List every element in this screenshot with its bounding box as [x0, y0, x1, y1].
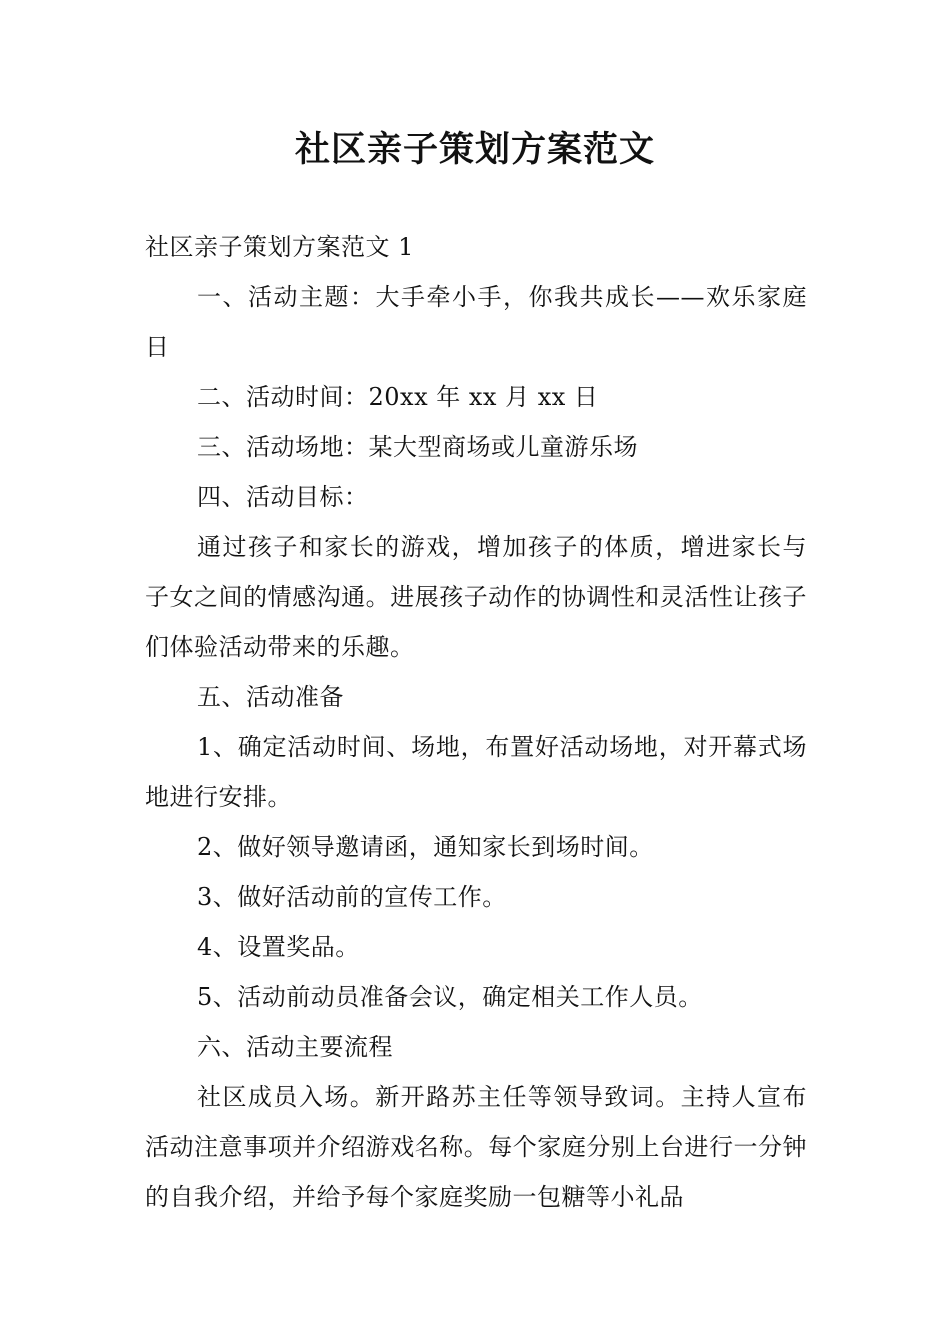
paragraph-theme: 一、活动主题：大手牵小手，你我共成长——欢乐家庭日 [145, 283, 807, 361]
section-heading: 社区亲子策划方案范文 1 [145, 233, 414, 261]
paragraph-prep-4: 4、设置奖品。 [197, 933, 360, 961]
paragraph-goal-heading: 四、活动目标： [197, 483, 369, 511]
paragraph-prep-1: 1、确定活动时间、场地，布置好活动场地，对开幕式场地进行安排。 [145, 733, 807, 811]
paragraph-time: 二、活动时间：20xx 年 xx 月 xx 日 [197, 383, 599, 411]
paragraph-prep-heading: 五、活动准备 [197, 683, 344, 711]
paragraph-flow-heading: 六、活动主要流程 [197, 1033, 393, 1061]
paragraph-prep-5: 5、活动前动员准备会议，确定相关工作人员。 [197, 983, 703, 1011]
document-body [145, 222, 807, 1222]
paragraph-prep-2: 2、做好领导邀请函，通知家长到场时间。 [197, 833, 654, 861]
paragraph-prep-3: 3、做好活动前的宣传工作。 [197, 883, 507, 911]
paragraph-goal-text: 通过孩子和家长的游戏，增加孩子的体质，增进家长与子女之间的情感沟通。进展孩子动作的协调性和灵活性让孩子们体验活动带来的乐趣。 [145, 533, 807, 661]
document-title: 社区亲子策划方案范文 [294, 130, 655, 170]
paragraph-venue: 三、活动场地：某大型商场或儿童游乐场 [197, 433, 638, 461]
paragraph-flow-text: 社区成员入场。新开路苏主任等领导致词。主持人宣布活动注意事项并介绍游戏名称。每个家庭分别上台进行一分钟的自我介绍，并给予每个家庭奖励一包糖等小礼品 [145, 1083, 807, 1211]
